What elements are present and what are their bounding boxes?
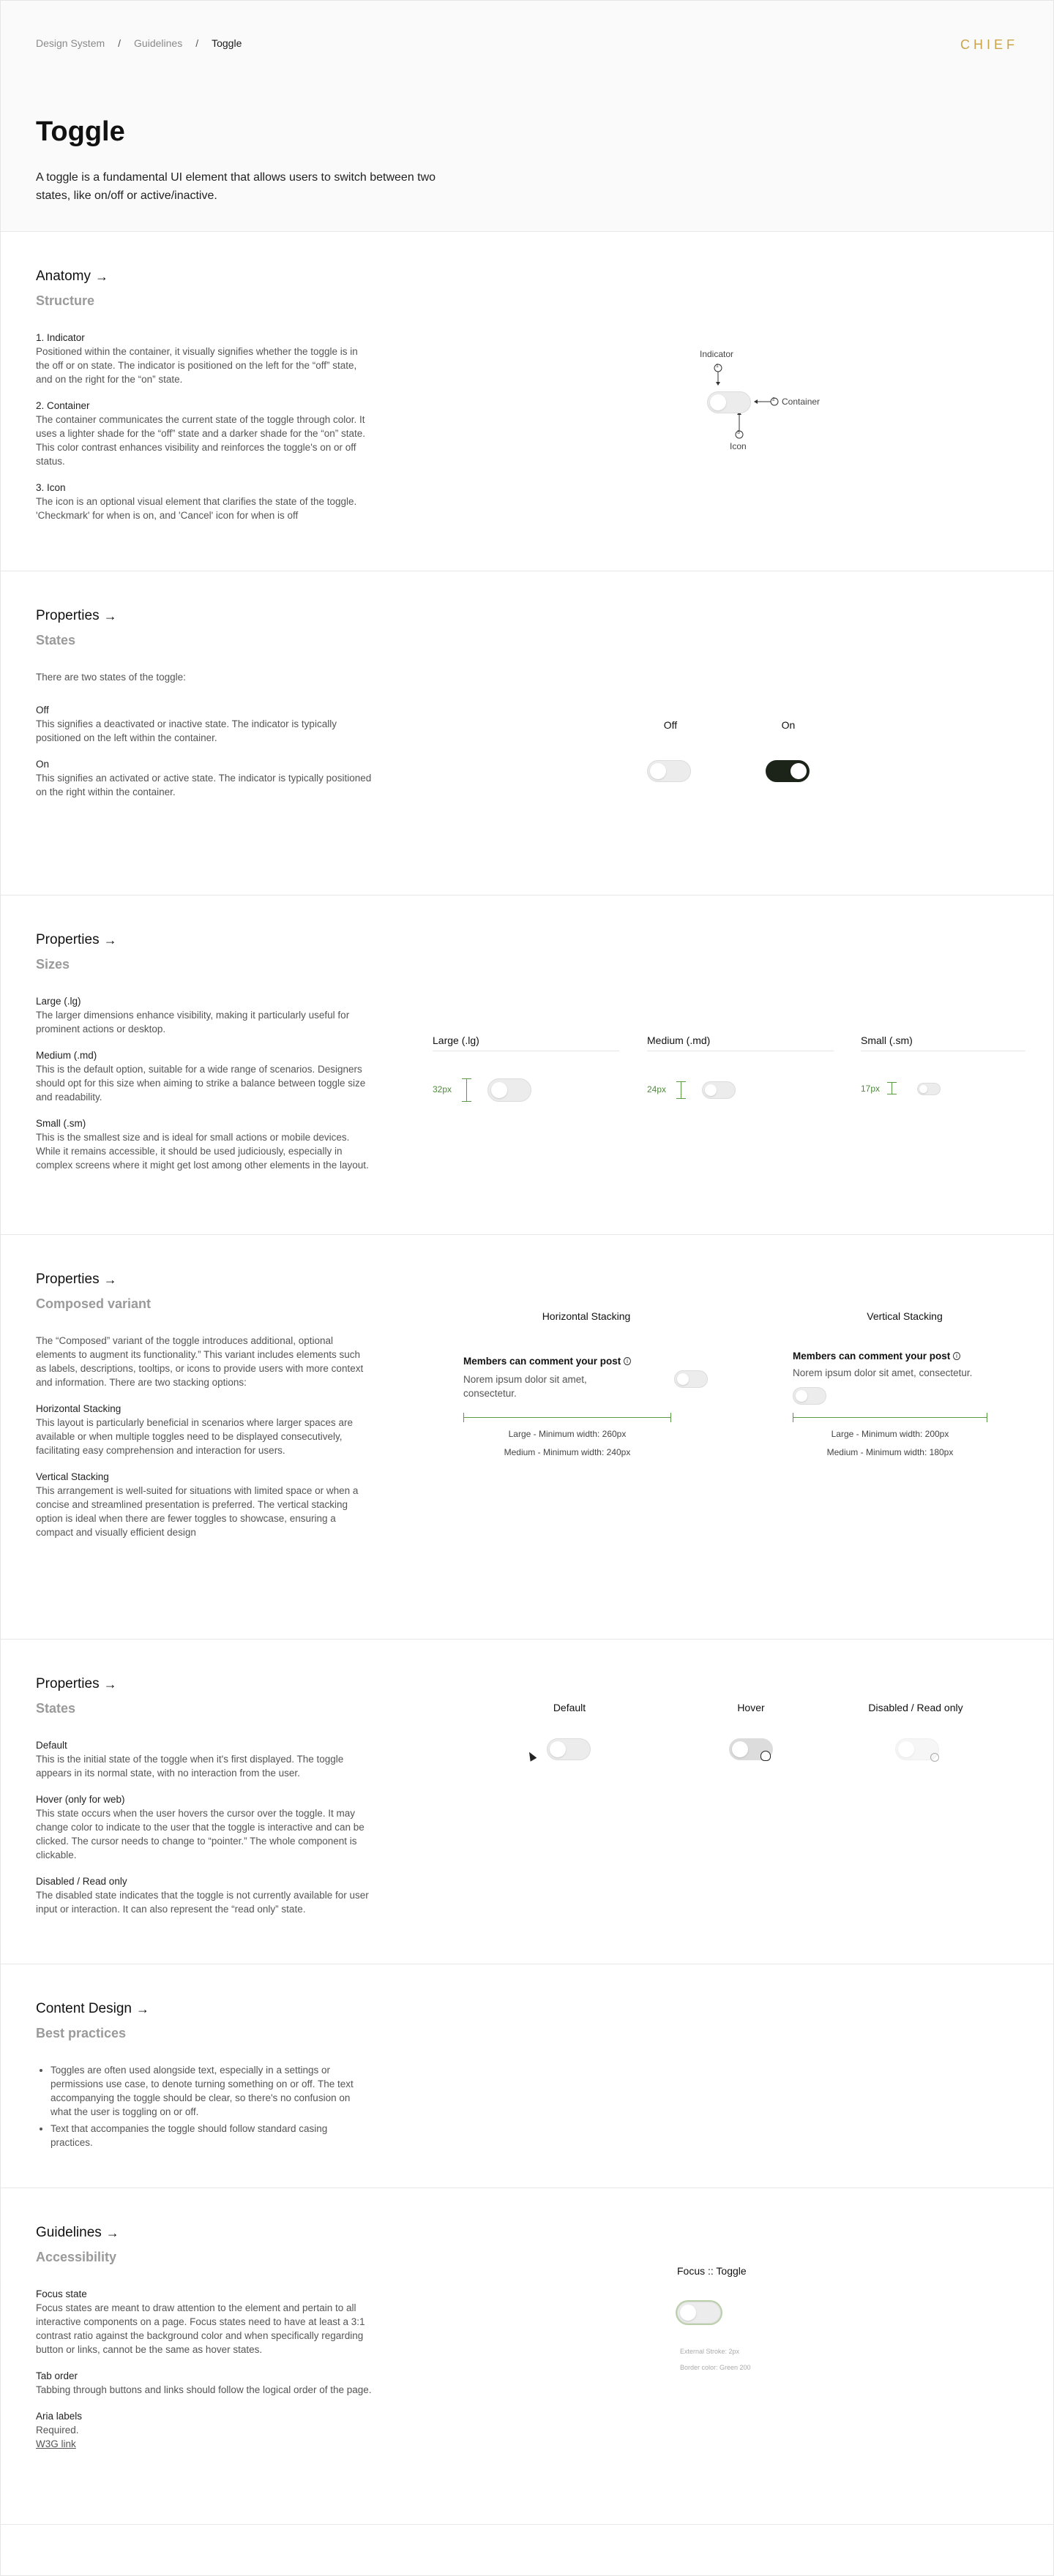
breadcrumb-current: Toggle xyxy=(212,37,242,49)
toggle-indicator xyxy=(680,2305,696,2321)
content-design-section xyxy=(1,1964,1053,2188)
composed-description xyxy=(36,1334,373,1539)
breadcrumb-design-system[interactable]: Design System xyxy=(36,37,105,49)
toggle-indicator xyxy=(710,394,726,410)
item-heading: Small (.sm) xyxy=(36,1118,86,1129)
page-header xyxy=(1,1,1053,232)
composed-body-text: Norem ipsum dolor sit amet, consectetur. xyxy=(463,1374,587,1399)
page-description: A toggle is a fundamental UI element that allows users to switch between two states, like on/off or active/inactive. xyxy=(36,171,436,202)
item-text: This state occurs when the user hovers the cursor over the toggle. It may change color to indicate to the user that the toggle is interactive and can be clicked. The cursor needs to change to “pointer.” The whole component is clickable. xyxy=(36,1808,365,1860)
default-label: Default xyxy=(553,1702,586,1713)
list-item: • Text that accompanies the toggle should follow standard casing practices. xyxy=(51,2122,358,2149)
measure-cap xyxy=(670,1413,671,1422)
breadcrumb-separator: / xyxy=(195,37,199,49)
states-subtitle: States xyxy=(36,633,76,647)
item-heading: On xyxy=(36,759,50,770)
content-subtitle: Best practices xyxy=(36,2026,127,2040)
page-title: Toggle xyxy=(36,116,125,147)
horizontal-medium-width: Medium - Minimum width: 240px xyxy=(504,1447,631,1457)
callout-number: 1 xyxy=(716,364,719,369)
arrow-right-icon: → xyxy=(103,932,117,947)
toggle-default[interactable] xyxy=(547,1738,591,1760)
focus-label: Focus :: Toggle xyxy=(677,2265,747,2277)
icon-label: Icon xyxy=(730,441,747,451)
not-allowed-cursor-icon xyxy=(930,1753,939,1762)
guidelines-section xyxy=(1,2188,1053,2525)
measure-cap xyxy=(887,1082,897,1083)
composed-section xyxy=(1,1235,1053,1640)
item-heading: 1. Indicator xyxy=(36,332,85,343)
item-text: Positioned within the container, it visually signifies whether the toggle is in the off or on state. The indicator is positioned on the left for the “off” state, and on the right for the “on” state. xyxy=(36,346,358,385)
measure-small: 17px xyxy=(861,1084,881,1094)
width-measure-line xyxy=(793,1417,987,1418)
arrow-right-icon: → xyxy=(103,1272,117,1287)
item-heading: Aria labels xyxy=(36,2411,83,2422)
measure-cap xyxy=(463,1413,464,1422)
item-text: This is the initial state of the toggle when it's first displayed. The toggle appears in its normal state, with no interaction from the user. xyxy=(36,1754,344,1779)
size-medium-label: Medium (.md) xyxy=(647,1034,711,1046)
composed-title-text: Members can comment your post i xyxy=(463,1356,676,1367)
focus-note-stroke: External Stroke: 2px xyxy=(680,2348,740,2355)
guidelines-description xyxy=(36,2287,373,2451)
item-heading: Hover (only for web) xyxy=(36,1794,125,1805)
breadcrumb-separator: / xyxy=(118,37,122,49)
toggle-medium[interactable] xyxy=(702,1081,736,1099)
states-intro: There are two states of the toggle: xyxy=(36,672,186,683)
interaction-title[interactable]: Properties → xyxy=(36,1676,117,1691)
toggle-large[interactable] xyxy=(487,1078,531,1102)
vertical-composed-toggle xyxy=(793,1351,1020,1380)
toggle-indicator xyxy=(919,1085,927,1093)
toggle-indicator xyxy=(550,1741,566,1757)
toggle-indicator xyxy=(491,1082,507,1098)
arrow-right-icon: → xyxy=(105,2225,119,2240)
width-measure-line xyxy=(463,1417,671,1418)
size-large-label: Large (.lg) xyxy=(433,1034,479,1046)
sizes-description xyxy=(36,994,373,1172)
sizes-subtitle: Sizes xyxy=(36,957,70,972)
info-icon[interactable]: i xyxy=(953,1352,960,1360)
item-text: The larger dimensions enhance visibility, making it particularly useful for prominent actions or desktop. xyxy=(36,1010,350,1034)
arrow-right-icon: → xyxy=(103,608,117,623)
focus-note-color: Border color: Green 200 xyxy=(680,2364,751,2371)
item-heading: 3. Icon xyxy=(36,482,66,493)
measure-cap xyxy=(462,1101,471,1102)
breadcrumb xyxy=(36,37,1018,49)
item-heading: Focus state xyxy=(36,2288,87,2299)
item-text: The disabled state indicates that the toggle is not currently available for user input or interaction. It can also represent the “read only” state. xyxy=(36,1890,369,1915)
states-section xyxy=(1,571,1053,895)
composed-subtitle: Composed variant xyxy=(36,1296,152,1311)
guidelines-subtitle: Accessibility xyxy=(36,2250,117,2264)
toggle-indicator xyxy=(650,763,666,779)
best-practices-list xyxy=(36,2063,358,2149)
composed-title[interactable]: Properties → xyxy=(36,1272,117,1287)
measure-cap xyxy=(462,1078,471,1079)
hover-label: Hover xyxy=(737,1702,765,1713)
measure-bar xyxy=(466,1078,467,1102)
toggle-off[interactable] xyxy=(647,760,691,782)
callout-number: 2 xyxy=(772,397,775,402)
interaction-description xyxy=(36,1738,373,1916)
list-item: • Toggles are often used alongside text, especially in a settings or permissions use case, to denote turning something on or off. The text accompanying the toggle should be clear, so there's no confusion on what the user is toggling on or off. xyxy=(51,2063,358,2119)
item-heading: Tab order xyxy=(36,2370,78,2381)
disabled-label: Disabled / Read only xyxy=(868,1702,963,1713)
anatomy-title[interactable]: Anatomy → xyxy=(36,269,108,284)
anatomy-description xyxy=(36,331,373,522)
toggle-indicator xyxy=(790,763,807,779)
item-text: Tabbing through buttons and links should follow the logical order of the page. xyxy=(36,2384,372,2395)
toggle-indicator xyxy=(898,1741,914,1757)
item-heading: Disabled / Read only xyxy=(36,1876,127,1887)
item-heading: Off xyxy=(36,705,49,716)
item-text: This layout is particularly beneficial in scenarios where larger spaces are available or when multiple toggles need to be displayed consecutively, facilitating easy comprehension and interaction for users. xyxy=(36,1417,353,1456)
item-text: This signifies a deactivated or inactive state. The indicator is typically positioned on the left within the container. xyxy=(36,718,337,743)
brand-logo[interactable]: CHIEF xyxy=(960,37,1018,52)
arrow-right-icon: → xyxy=(94,269,108,284)
anatomy-diagram xyxy=(689,349,835,466)
horizontal-composed-toggle xyxy=(463,1356,676,1400)
item-text: This is the smallest size and is ideal for small actions or mobile devices. While it remains accessible, it should be used judiciously, especially in complex screens where it might get lost among other elements in the layout. xyxy=(36,1132,369,1171)
info-icon[interactable]: i xyxy=(624,1357,631,1365)
container-label: Container xyxy=(782,397,821,407)
item-heading: Vertical Stacking xyxy=(36,1471,109,1482)
item-heading: Large (.lg) xyxy=(36,996,81,1007)
composed-title-text: Members can comment your post i xyxy=(793,1351,1020,1362)
off-label: Off xyxy=(663,719,678,731)
arrow-right-icon: → xyxy=(135,2001,149,2016)
item-text: This is the default option, suitable for a wide range of scenarios. Designers should opt for this size when aiming to strike a balance between toggle size and readability. xyxy=(36,1064,366,1103)
callout-number: 3 xyxy=(737,430,740,435)
toggle-vertical[interactable] xyxy=(793,1387,826,1405)
horizontal-large-width: Large - Minimum width: 260px xyxy=(508,1429,627,1439)
measure-large: 32px xyxy=(433,1084,452,1094)
measure-cap xyxy=(676,1098,686,1099)
vertical-stacking-label: Vertical Stacking xyxy=(867,1310,943,1322)
item-heading: Horizontal Stacking xyxy=(36,1403,122,1414)
size-small-label: Small (.sm) xyxy=(861,1034,913,1046)
guidelines-title[interactable]: Guidelines → xyxy=(36,2225,119,2240)
toggle-small[interactable] xyxy=(917,1083,941,1095)
arrow-right-icon: → xyxy=(103,1676,117,1691)
item-text: This arrangement is well-suited for situations with limited space or when a concise and streamlined presentation is preferred. The vertical stacking option is ideal when there are fewer toggles to showcase, ensuring a compact and visually efficient design xyxy=(36,1485,359,1538)
indicator-label: Indicator xyxy=(700,349,734,359)
toggle-on[interactable] xyxy=(766,760,810,782)
vertical-medium-width: Medium - Minimum width: 180px xyxy=(826,1447,954,1457)
composed-body-text: Norem ipsum dolor sit amet, consectetur. xyxy=(793,1367,973,1378)
toggle-indicator xyxy=(796,1390,807,1402)
vertical-large-width: Large - Minimum width: 200px xyxy=(831,1429,949,1439)
toggle-indicator xyxy=(732,1741,748,1757)
states-title[interactable]: Properties → xyxy=(36,608,117,623)
interaction-states-section xyxy=(1,1640,1053,1964)
interaction-subtitle: States xyxy=(36,1701,76,1716)
states-description xyxy=(36,670,373,799)
composed-intro: The “Composed” variant of the toggle introduces additional, optional elements to augment its functionality.” This variant includes elements such as labels, descriptions, tooltips, or icons to provide users with more context and information. There are two stacking options: xyxy=(36,1335,364,1388)
anatomy-section xyxy=(1,232,1053,571)
toggle-indicator xyxy=(677,1373,689,1385)
pointer-cursor-icon xyxy=(760,1751,771,1761)
breadcrumb-guidelines[interactable]: Guidelines xyxy=(134,37,183,49)
w3c-link[interactable]: W3G link xyxy=(36,2438,76,2449)
measure-medium: 24px xyxy=(647,1084,667,1094)
toggle-horizontal[interactable] xyxy=(674,1370,708,1388)
anatomy-toggle xyxy=(707,391,751,413)
item-text: This signifies an activated or active state. The indicator is typically positioned on the right within the container. xyxy=(36,773,372,797)
item-text: The icon is an optional visual element that clarifies the state of the toggle. 'Checkmark' for when is on, and 'Cancel' icon for when is off xyxy=(36,496,357,521)
content-title[interactable]: Content Design → xyxy=(36,2001,149,2016)
horizontal-stacking-label: Horizontal Stacking xyxy=(542,1310,631,1322)
sizes-title[interactable]: Properties → xyxy=(36,932,117,947)
item-heading: Medium (.md) xyxy=(36,1050,97,1061)
item-text: Required. xyxy=(36,2425,79,2436)
anatomy-subtitle: Structure xyxy=(36,293,95,308)
toggle-focus[interactable] xyxy=(677,2302,721,2324)
toggle-indicator xyxy=(705,1084,717,1096)
measure-cap xyxy=(676,1081,686,1082)
cursor-arrow-icon xyxy=(526,1750,537,1761)
item-heading: 2. Container xyxy=(36,400,90,411)
item-heading: Default xyxy=(36,1740,67,1751)
item-text: Focus states are meant to draw attention to the element and pertain to all interactive components on a page. Focus states need to have at least a 3:1 contrast ratio against the background color and when specifically regarding button or links, cannot be the same as hover states. xyxy=(36,2302,365,2355)
item-text: The container communicates the current state of the toggle through color. It uses a lighter shade for the “off” state and a darker shade for the “on” state. This color contrast enhances visibility and reinforces the toggle's on or off status. xyxy=(36,414,366,467)
on-label: On xyxy=(781,719,796,731)
sizes-section xyxy=(1,895,1053,1235)
